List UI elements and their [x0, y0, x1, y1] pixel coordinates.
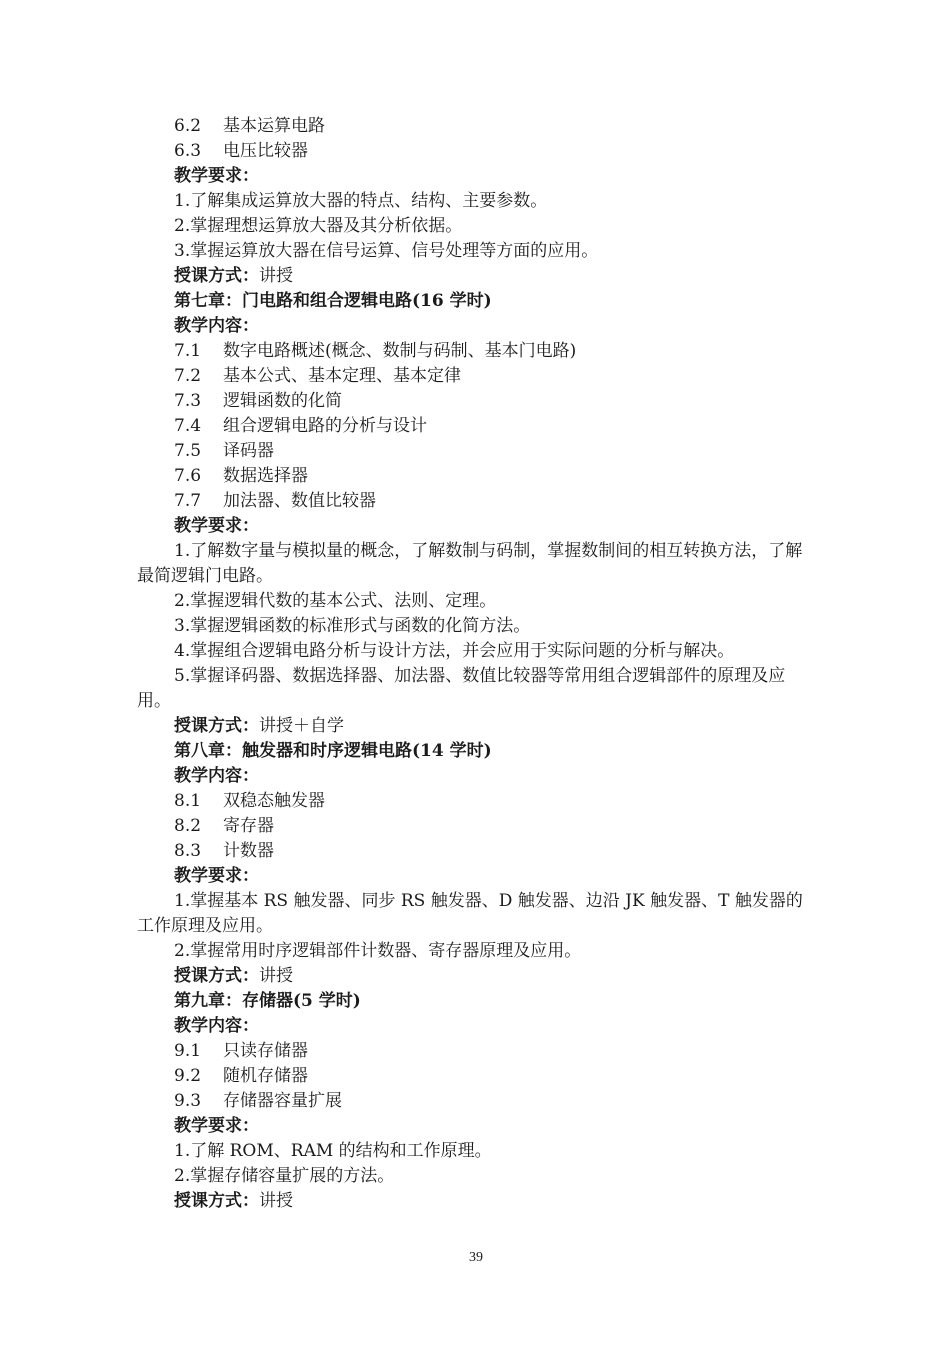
requirement-item: 3.掌握逻辑函数的标准形式与函数的化简方法。 [174, 616, 531, 636]
teaching-method: 授课方式：讲授 [174, 1191, 293, 1211]
chapter-title: 第七章：门电路和组合逻辑电路(16 学时) [174, 291, 492, 311]
requirement-item: 1.了解集成运算放大器的特点、结构、主要参数。 [174, 191, 548, 211]
section-item: 9.2 随机存储器 [174, 1066, 308, 1086]
section-item: 6.2 基本运算电路 [174, 116, 325, 136]
teaching-method: 授课方式：讲授＋自学 [174, 716, 344, 736]
requirement-item: 2.掌握理想运算放大器及其分析依据。 [174, 216, 463, 236]
section-item: 7.5 译码器 [174, 441, 274, 461]
requirement-item: 1.了解 ROM、RAM 的结构和工作原理。 [174, 1141, 492, 1161]
page-number: 39 [469, 1250, 483, 1265]
section-item: 6.3 电压比较器 [174, 141, 308, 161]
section-item: 8.3 计数器 [174, 841, 274, 861]
section-item: 9.1 只读存储器 [174, 1041, 308, 1061]
section-item: 7.6 数据选择器 [174, 466, 308, 486]
teaching-method: 授课方式：讲授 [174, 266, 293, 286]
chapter-title: 第八章：触发器和时序逻辑电路(14 学时) [174, 741, 492, 761]
section-item: 8.2 寄存器 [174, 816, 274, 836]
teaching-requirements-label: 教学要求： [174, 516, 259, 536]
teaching-requirements-label: 教学要求： [174, 1116, 259, 1136]
teaching-requirements-label: 教学要求： [174, 866, 259, 886]
teaching-content-label: 教学内容： [174, 766, 259, 786]
teaching-requirements-label: 教学要求： [174, 166, 259, 186]
teaching-content-label: 教学内容： [174, 1016, 259, 1036]
section-item: 9.3 存储器容量扩展 [174, 1091, 342, 1111]
teaching-method: 授课方式：讲授 [174, 966, 293, 986]
section-item: 7.3 逻辑函数的化简 [174, 391, 342, 411]
requirement-item: 5.掌握译码器、数据选择器、加法器、数值比较器等常用组合逻辑部件的原理及应用。 [137, 666, 786, 711]
section-item: 8.1 双稳态触发器 [174, 791, 325, 811]
requirement-item: 2.掌握存储容量扩展的方法。 [174, 1166, 395, 1186]
page-content [137, 114, 817, 1214]
section-item: 7.4 组合逻辑电路的分析与设计 [174, 416, 427, 436]
requirement-item: 4.掌握组合逻辑电路分析与设计方法，并会应用于实际问题的分析与解决。 [174, 641, 735, 661]
requirement-item: 2.掌握常用时序逻辑部件计数器、寄存器原理及应用。 [174, 941, 582, 961]
requirement-item: 1.了解数字量与模拟量的概念，了解数制与码制，掌握数制间的相互转换方法，了解最简逻辑门电路。 [137, 541, 803, 586]
requirement-item: 3.掌握运算放大器在信号运算、信号处理等方面的应用。 [174, 241, 599, 261]
requirement-item: 1.掌握基本 RS 触发器、同步 RS 触发器、D 触发器、边沿 JK 触发器、T 触发器的工作原理及应用。 [137, 891, 803, 936]
section-item: 7.1 数字电路概述(概念、数制与码制、基本门电路) [174, 341, 577, 361]
requirement-item: 2.掌握逻辑代数的基本公式、法则、定理。 [174, 591, 497, 611]
chapter-title: 第九章：存储器(5 学时) [174, 991, 361, 1011]
section-item: 7.2 基本公式、基本定理、基本定律 [174, 366, 461, 386]
section-item: 7.7 加法器、数值比较器 [174, 491, 376, 511]
teaching-content-label: 教学内容： [174, 316, 259, 336]
